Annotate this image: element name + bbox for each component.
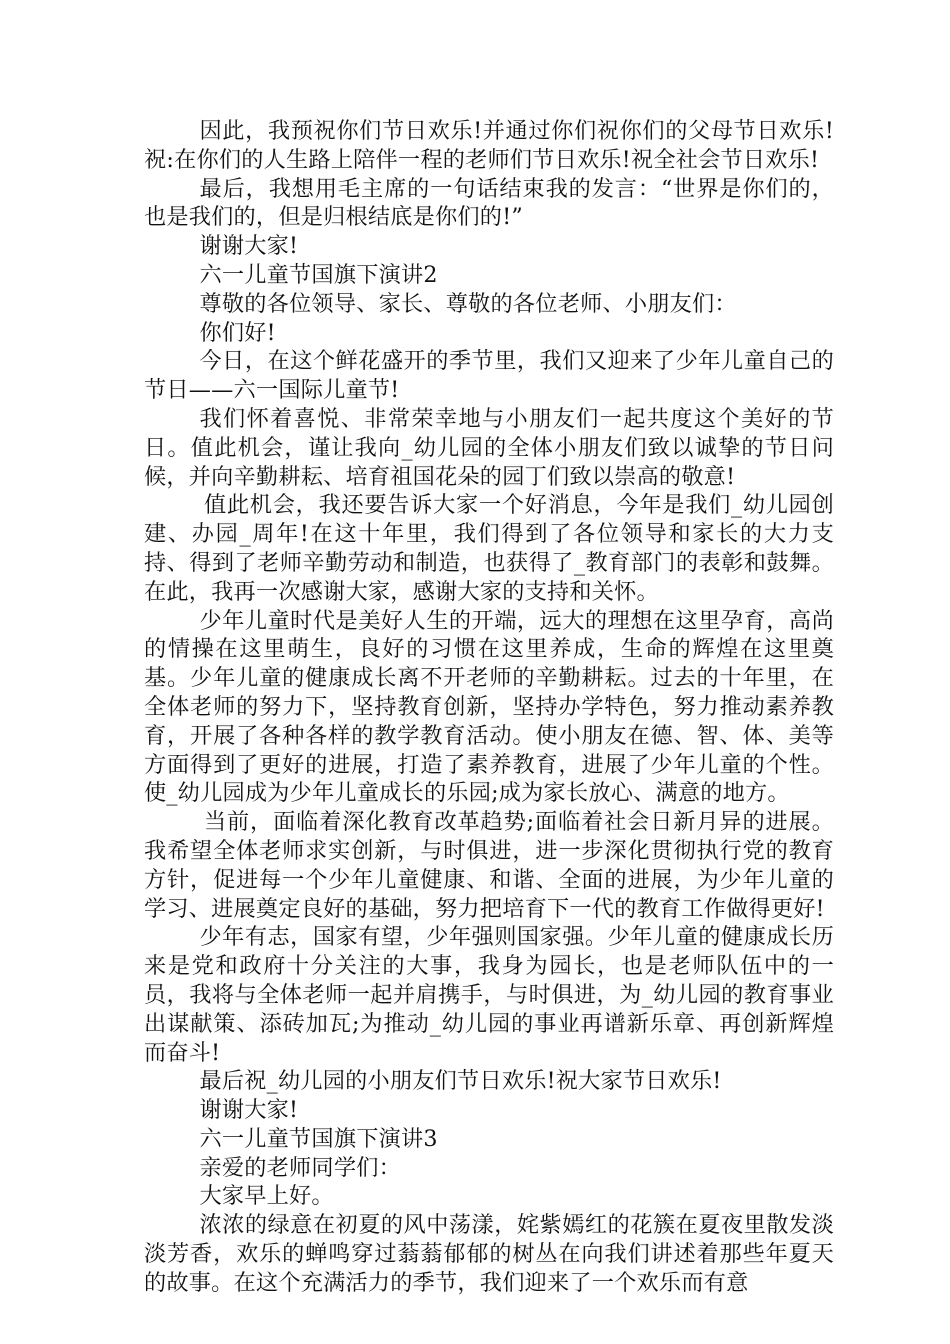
paragraph: 我们怀着喜悦、非常荣幸地与小朋友们一起共度这个美好的节日。值此机会，谨让我向_幼儿园的全体小朋友们致以诚挚的节日问候，并向辛勤耕耘、培育祖国花朵的园丁们致以崇高的敬意!	[144, 405, 834, 490]
paragraph: 最后祝_幼儿园的小朋友们节日欢乐!祝大家节日欢乐!	[199, 1068, 722, 1095]
section-heading: 六一儿童节国旗下演讲3	[199, 1125, 438, 1152]
section-heading: 六一儿童节国旗下演讲2	[199, 261, 438, 288]
salutation: 亲爱的老师同学们：	[199, 1154, 401, 1181]
paragraph: 最后，我想用毛主席的一句话结束我的发言：“世界是你们的，也是我们的，但是归根结底是你们的!”	[144, 175, 834, 231]
greeting: 大家早上好。	[199, 1183, 334, 1210]
salutation: 尊敬的各位领导、家长、尊敬的各位老师、小朋友们：	[199, 290, 737, 317]
paragraph: 因此，我预祝你们节日欢乐!并通过你们祝你们的父母节日欢乐!祝:在你们的人生路上陪伴一程的老师们节日欢乐!祝全社会节日欢乐!	[144, 118, 834, 173]
paragraph: 谢谢大家!	[199, 1097, 299, 1124]
paragraph: 浓浓的绿意在初夏的风中荡漾，姹紫嫣红的花簇在夏夜里散发淡淡芳香，欢乐的蝉鸣穿过蓊蓊郁郁的树丛在向我们讲述着那些年夏天的故事。在这个充满活力的季节，我们迎来了一个欢乐而有意	[144, 1212, 834, 1296]
paragraph: 少年有志，国家有望，少年强则国家强。少年儿童的健康成长历来是党和政府十分关注的大事，我身为园长，也是老师队伍中的一员，我将与全体老师一起并肩携手，与时俱进，为_幼儿园的教育事业出谋献策、添砖加瓦;为推动_幼儿园的事业再谱新乐章、再创新辉煌而奋斗!	[144, 924, 834, 1066]
paragraph: 今日，在这个鲜花盛开的季节里，我们又迎来了少年儿童自己的节日——六一国际儿童节!	[144, 348, 834, 404]
paragraph: 值此机会，我还要告诉大家一个好消息，今年是我们_幼儿园创建、办园_周年!在这十年里，我们得到了各位领导和家长的大力支持、得到了老师辛勤劳动和制造，也获得了_教育部门的表彰和鼓舞。在此，我再一次感谢大家，感谢大家的支持和关怀。	[144, 492, 834, 605]
paragraph: 当前，面临着深化教育改革趋势;面临着社会日新月异的进展。我希望全体老师求实创新，与时俱进，进一步深化贯彻执行党的教育方针，促进每一个少年儿童健康、和谐、全面的进展，为少年儿童的学习、进展奠定良好的基础，努力把培育下一代的教育工作做得更好!	[144, 809, 834, 922]
paragraph: 少年儿童时代是美好人生的开端，远大的理想在这里孕育，高尚的情操在这里萌生，良好的习惯在这里养成，生命的辉煌在这里奠基。少年儿童的健康成长离不开老师的辛勤耕耘。过去的十年里，在全体老师的努力下，坚持教育创新，坚持办学特色，努力推动素养教育，开展了各种各样的教学教育活动。使小朋友在德、智、体、美等方面得到了更好的进展，打造了素养教育，进展了少年儿童的个性。使_幼儿园成为少年儿童成长的乐园;成为家长放心、满意的地方。	[144, 607, 834, 807]
greeting: 你们好!	[199, 319, 276, 346]
document-body	[144, 117, 834, 1298]
paragraph: 谢谢大家!	[199, 233, 299, 260]
